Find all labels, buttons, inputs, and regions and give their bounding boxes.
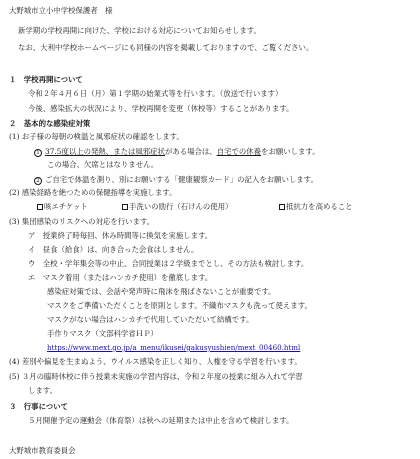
measure-i: イ 昼食（給食）は、向き合った会食はしません。 <box>28 245 199 254</box>
recipient: 大野城市立小中学校保護者 様 <box>9 6 113 15</box>
section-2-item-1: (1) お子様の毎朝の検温と風邪症状の確認をします。 <box>9 132 184 141</box>
checkbox-row-2 <box>122 201 232 212</box>
fever-condition-end: をお願いします。 <box>261 147 320 156</box>
section-2-title: ２ 基本的な感染症対策 <box>9 119 91 128</box>
section-2-circle-item-2 <box>34 174 318 185</box>
section-2-item-5-cont: します。 <box>28 386 57 395</box>
intro-line-1: 新学期の学校再開に向けた、学校における対応についてお知らせします。 <box>18 26 261 35</box>
checkbox-cough-etiquette: 咳エチケット <box>44 202 88 211</box>
measure-a: ア 授業終了時毎回、休み時間等に換気を実施します。 <box>28 231 213 240</box>
measure-u: ウ 全校・学年集会等の中止、合同授業は２学級までとし、その方法も検討します。 <box>28 259 309 268</box>
mask-note-2: マスクをご準備いただくことを原則とします。不織布マスクも洗って使えます。 <box>47 301 312 310</box>
section-3-line: ５月開催予定の運動会（体育祭）は秋への延期または中止を含めて検討します。 <box>28 416 294 425</box>
checkbox-icon <box>122 204 128 210</box>
home-rest: 自宅での休養 <box>216 147 262 156</box>
circled-number-1: 1 <box>34 149 42 157</box>
section-1-title: １ 学校再開について <box>9 75 83 84</box>
section-2-item-3: (3) 集団感染のリスクへの対応を行います。 <box>9 217 155 226</box>
mext-mask-link[interactable]: https://www.mext.go.jp/a_menu/ikusei/gakusyushien/mext_00460.html <box>47 343 301 352</box>
checkbox-handwashing: 手洗いの励行（石けんの使用） <box>129 202 233 211</box>
mask-note-1: 感染症対策では、会話や発声時に飛沫を飛ばさないことが重要です。 <box>47 287 276 296</box>
intro-line-2: なお、大利中学校ホームページにも同様の内容を掲載しておりますので、ご覧ください。 <box>18 43 314 52</box>
section-2-circle-item-1-cont: この場合、欠席とはなりません。 <box>47 160 159 169</box>
sender: 大野城市教育委員会 <box>9 446 76 455</box>
mask-note-3: マスクがない場合はハンカチで代用していただいて結構です。 <box>47 315 254 324</box>
checkbox-row <box>37 201 88 212</box>
health-card-text: ご自宅で体温を測り、別にお願いする「健康観察カード」の記入をお願いします。 <box>45 175 318 184</box>
section-2-item-4: (4) 差別や偏見を生まぬよう、ウイルス感染を正しく知り、人権を守る学習を行います。 <box>9 357 302 366</box>
checkbox-row-3 <box>279 201 353 212</box>
fever-condition-mid: がある場合は、 <box>164 147 217 156</box>
checkbox-icon <box>37 204 43 210</box>
section-3-title: ３ 行事について <box>9 402 68 411</box>
section-1-line-2: 今後、感染拡大の状況により、学校再開を変更（休校等）することがあります。 <box>28 104 294 113</box>
checkbox-icon <box>279 204 285 210</box>
section-2-circle-item-1 <box>34 146 320 157</box>
circled-number-2: 2 <box>34 177 42 185</box>
fever-condition: 37.5度以上の発熱、または風邪症状 <box>45 147 165 156</box>
measure-e: エ マスク着用（またはハンカチ使用）を徹底します。 <box>28 273 213 282</box>
section-2-item-2: (2) 感染経路を絶つための保健指導を実施します。 <box>9 188 177 197</box>
section-2-item-5: (5) ３月の臨時休校に伴う授業未実施の学習内容は、令和２年度の授業に組み入れて学習 <box>9 372 303 381</box>
mask-note-4: 手作りマスク（文部科学省ＨＰ） <box>47 329 158 338</box>
checkbox-immunity: 抵抗力を高めること <box>286 202 353 211</box>
section-1-line-1: 令和２年４月６日（月）第１学期の始業式等を行います。（放送で行います） <box>28 89 283 98</box>
